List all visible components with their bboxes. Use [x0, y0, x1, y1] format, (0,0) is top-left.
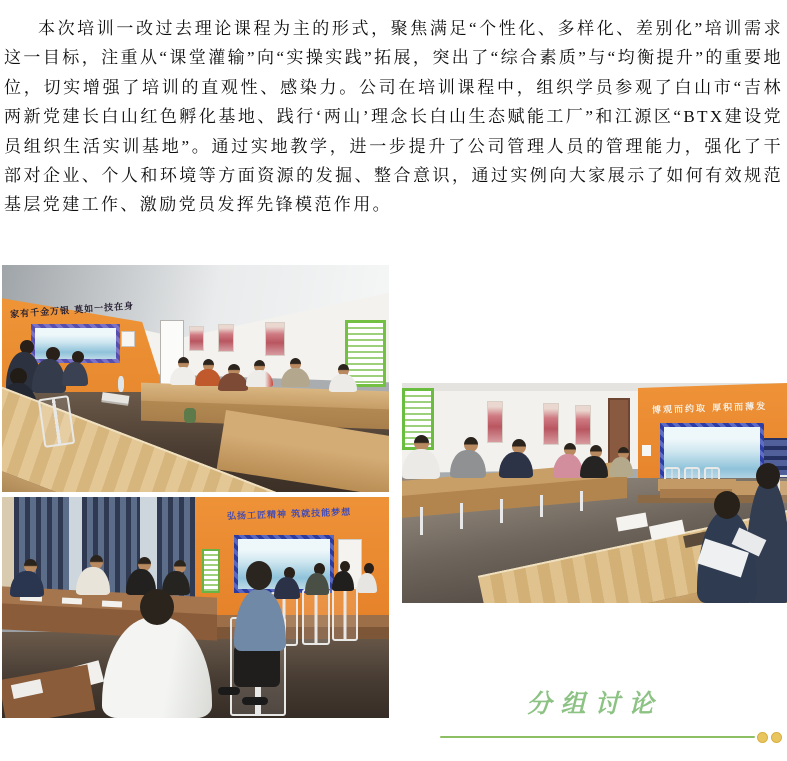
paper	[62, 597, 82, 604]
pink-poster	[575, 405, 591, 445]
person-dark-pants	[234, 645, 280, 687]
desk-leg	[420, 507, 423, 535]
person-head-back	[246, 561, 272, 590]
photo-meeting-room-bottom-left	[2, 497, 389, 718]
white-chair	[38, 395, 76, 448]
shoe	[218, 687, 240, 695]
desk-leg	[500, 499, 503, 523]
green-divider-line	[440, 736, 755, 738]
wall-calligraphy: 博观而约取 厚积而薄发	[651, 401, 768, 417]
white-chair	[332, 587, 358, 641]
pink-poster	[218, 324, 234, 352]
photo-caption: 分组讨论	[526, 689, 663, 718]
shoe	[242, 697, 268, 705]
article-paragraph: 本次培训一改过去理论课程为主的形式，聚焦满足“个性化、多样化、差别化”培训需求这一目标，注重从“课堂灌输”向“实操实践”拓展，突出了“综合素质”与“均衡提升”的重要地位，切实增强了培训的直观性、感染力。公司在培训课程中，组织学员参观了白山市“吉林两新党建长白山红色孵化基地、践行‘两山’理念长白山生态赋能工厂”和江源区“BTX建设党员组织生活实训基地”。通过实地教学，进一步提升了公司管理人员的管理能力，强化了干部对企业、个人和环境等方面资源的发掘、整合意识，通过实例向大家展示了如何有效规范基层党建工作、激励党员发挥先锋模范作用。	[4, 19, 783, 215]
water-bottle	[118, 376, 124, 392]
small-white-poster	[121, 331, 135, 347]
pink-poster	[265, 322, 285, 356]
pink-poster	[543, 403, 559, 445]
desk-leg	[460, 503, 463, 529]
photo-meeting-room-top-left	[2, 265, 389, 492]
green-chart-poster	[202, 549, 220, 593]
gold-dot	[771, 732, 782, 743]
wall-calligraphy: 弘扬工匠精神 筑就技能梦想	[226, 507, 352, 523]
small-plant	[184, 408, 196, 423]
pink-poster	[487, 401, 503, 443]
wall-calligraphy: 家有千金万银 莫如一技在身	[9, 301, 135, 321]
person-head-back	[140, 589, 174, 625]
paper	[102, 600, 122, 607]
desk-leg	[580, 491, 583, 511]
person-head-back	[714, 491, 740, 519]
gold-dot	[757, 732, 768, 743]
desk-leg	[540, 495, 543, 517]
pink-poster	[189, 326, 204, 351]
person-head-back	[756, 463, 780, 489]
white-chair	[302, 589, 330, 645]
light-switch	[642, 445, 651, 456]
photo-meeting-room-right	[402, 383, 787, 603]
